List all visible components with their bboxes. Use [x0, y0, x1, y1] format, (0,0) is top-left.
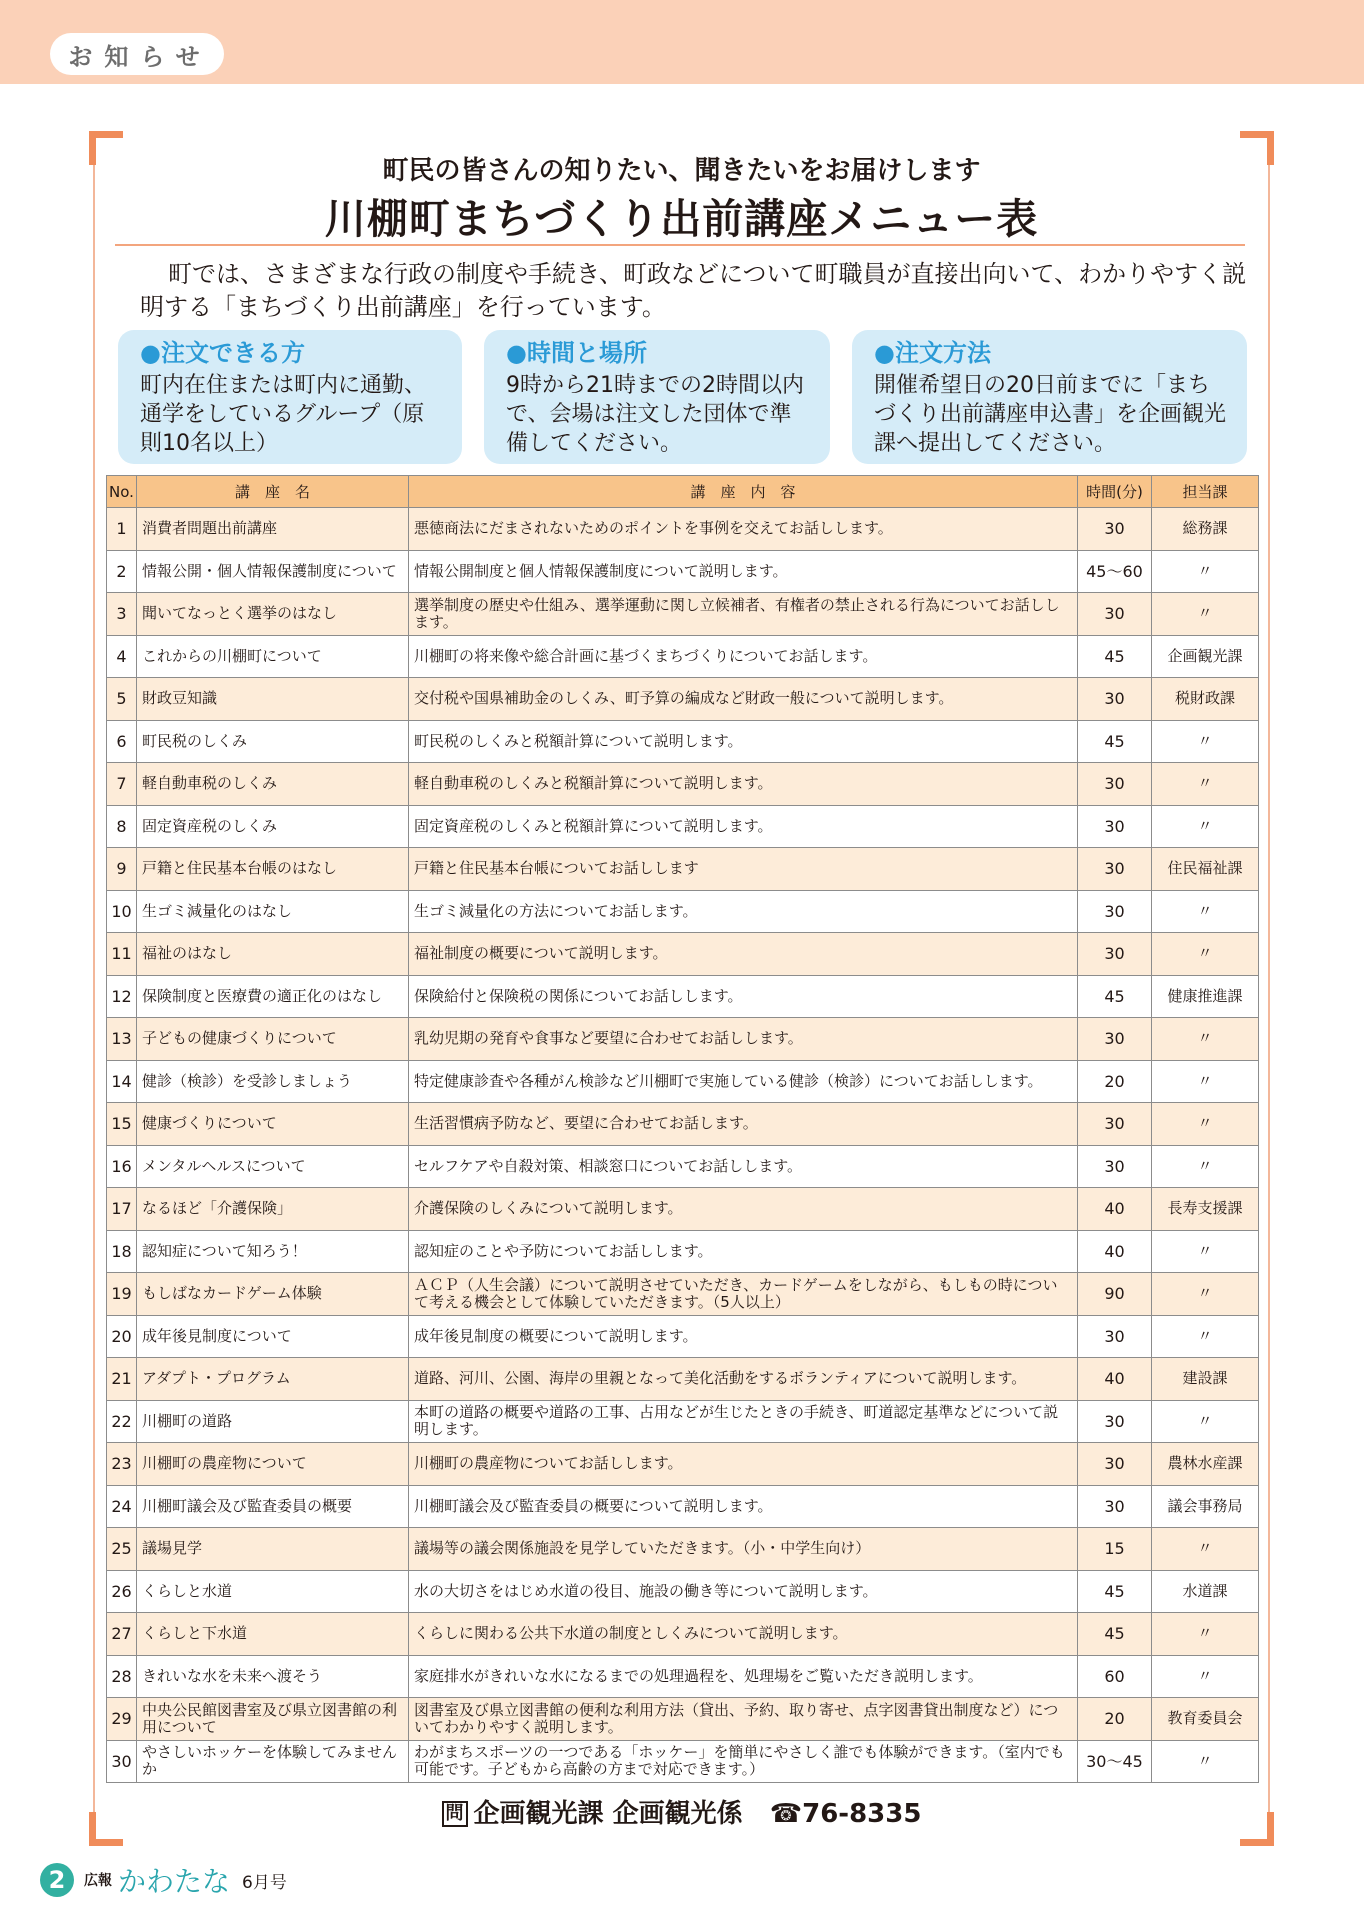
info-box-body: 町内在住または町内に通勤、通学をしているグループ（原則10名以上） — [140, 373, 427, 456]
lecture-title: 議場見学 — [137, 1528, 409, 1571]
lecture-dept: 教育委員会 — [1152, 1698, 1259, 1741]
lecture-title: 情報公開・個人情報保護制度について — [137, 550, 409, 593]
lecture-title: 認知症について知ろう！ — [137, 1230, 409, 1273]
info-box-heading: ●時間と場所 — [506, 339, 647, 367]
row-number: 15 — [107, 1103, 137, 1146]
lecture-content: 生ゴミ減量化の方法についてお話します。 — [409, 890, 1078, 933]
lecture-duration: 45 — [1078, 1570, 1152, 1613]
lecture-content: セルフケアや自殺対策、相談窓口についてお話しします。 — [409, 1145, 1078, 1188]
lecture-content: わがまちスポーツの一つである「ホッケー」を簡単にやさしく誰でも体験ができます。（室内でも可能です。子どもから高齢の方まで対応できます。） — [409, 1740, 1078, 1783]
table-row — [107, 1018, 1259, 1061]
lecture-duration: 30 — [1078, 1145, 1152, 1188]
footer-issue: 6月号 — [242, 1872, 287, 1893]
lecture-dept: 〃 — [1152, 1103, 1259, 1146]
lecture-content: 選挙制度の歴史や仕組み、選挙運動に関し立候補者、有権者の禁止される行為についてお話しします。 — [409, 593, 1078, 636]
table-row — [107, 1485, 1259, 1528]
lecture-title: 固定資産税のしくみ — [137, 805, 409, 848]
info-box-body: 9時から21時までの2時間以内で、会場は注文した団体で準備してください。 — [506, 373, 804, 456]
row-number: 13 — [107, 1018, 137, 1061]
lecture-dept: 農林水産課 — [1152, 1443, 1259, 1486]
lecture-dept: 健康推進課 — [1152, 975, 1259, 1018]
table-row — [107, 1655, 1259, 1698]
lecture-content: 成年後見制度の概要について説明します。 — [409, 1315, 1078, 1358]
lecture-duration: 40 — [1078, 1230, 1152, 1273]
lecture-dept: 〃 — [1152, 805, 1259, 848]
lecture-dept: 〃 — [1152, 1528, 1259, 1571]
lecture-title: 健康づくりについて — [137, 1103, 409, 1146]
lecture-title: 川棚町議会及び監査委員の概要 — [137, 1485, 409, 1528]
lecture-title: 財政豆知識 — [137, 678, 409, 721]
lecture-title: 保険制度と医療費の適正化のはなし — [137, 975, 409, 1018]
col-header-title: 講 座 名 — [137, 476, 409, 508]
lecture-content: 情報公開制度と個人情報保護制度について説明します。 — [409, 550, 1078, 593]
lecture-dept: 〃 — [1152, 720, 1259, 763]
lecture-duration: 40 — [1078, 1188, 1152, 1231]
table-row — [107, 1103, 1259, 1146]
row-number: 23 — [107, 1443, 137, 1486]
info-box-body: 開催希望日の20日前までに「まちづくり出前講座申込書」を企画観光課へ提出してください。 — [874, 373, 1227, 456]
row-number: 5 — [107, 678, 137, 721]
lecture-title: くらしと下水道 — [137, 1613, 409, 1656]
table-row — [107, 1528, 1259, 1571]
lecture-content: くらしに関わる公共下水道の制度としくみについて説明します。 — [409, 1613, 1078, 1656]
col-header-time: 時間(分) — [1078, 476, 1152, 508]
row-number: 3 — [107, 593, 137, 636]
row-number: 24 — [107, 1485, 137, 1528]
table-row — [107, 1613, 1259, 1656]
lecture-duration: 15 — [1078, 1528, 1152, 1571]
lecture-dept: 〃 — [1152, 593, 1259, 636]
lecture-duration: 40 — [1078, 1358, 1152, 1401]
lecture-dept: 〃 — [1152, 1655, 1259, 1698]
lecture-title: 健診（検診）を受診しましょう — [137, 1060, 409, 1103]
section-tag: お知らせ — [50, 33, 224, 75]
title-divider — [115, 244, 1245, 246]
lecture-content: 川棚町の将来像や総合計画に基づくまちづくりについてお話します。 — [409, 635, 1078, 678]
table-row — [107, 635, 1259, 678]
contact-line — [93, 1793, 1270, 1830]
lecture-content: 水の大切さをはじめ水道の役目、施設の働き等について説明します。 — [409, 1570, 1078, 1613]
lecture-dept: 議会事務局 — [1152, 1485, 1259, 1528]
lecture-content: 家庭排水がきれいな水になるまでの処理過程を、処理場をご覧いただき説明します。 — [409, 1655, 1078, 1698]
lecture-dept: 〃 — [1152, 890, 1259, 933]
lecture-duration: 30 — [1078, 805, 1152, 848]
page-subtitle: 町民の皆さんの知りたい、聞きたいをお届けします — [382, 156, 981, 186]
lecture-content: 道路、河川、公園、海岸の里親となって美化活動をするボランティアについて説明します。 — [409, 1358, 1078, 1401]
lecture-duration: 30 — [1078, 1103, 1152, 1146]
row-number: 25 — [107, 1528, 137, 1571]
row-number: 12 — [107, 975, 137, 1018]
table-row — [107, 1273, 1259, 1316]
lecture-duration: 30 — [1078, 508, 1152, 551]
inquiry-mark: 問 — [442, 1801, 468, 1827]
row-number: 17 — [107, 1188, 137, 1231]
row-number: 1 — [107, 508, 137, 551]
info-box-how-to-order — [852, 330, 1247, 464]
table-row — [107, 678, 1259, 721]
lecture-title: やさしいホッケーを体験してみませんか — [137, 1740, 409, 1783]
table-row — [107, 1570, 1259, 1613]
lecture-dept: 〃 — [1152, 1273, 1259, 1316]
lecture-dept: 総務課 — [1152, 508, 1259, 551]
lecture-duration: 30 — [1078, 1018, 1152, 1061]
lecture-content: 特定健康診査や各種がん検診など川棚町で実施している健診（検診）についてお話しします。 — [409, 1060, 1078, 1103]
lecture-content: 軽自動車税のしくみと税額計算について説明します。 — [409, 763, 1078, 806]
table-row — [107, 1443, 1259, 1486]
lecture-content: 福祉制度の概要について説明します。 — [409, 933, 1078, 976]
lecture-dept: 建設課 — [1152, 1358, 1259, 1401]
lecture-content: 交付税や国県補助金のしくみ、町予算の編成など財政一般について説明します。 — [409, 678, 1078, 721]
page-footer — [40, 1861, 287, 1899]
lecture-duration: 90 — [1078, 1273, 1152, 1316]
lecture-content: 認知症のことや予防についてお話しします。 — [409, 1230, 1078, 1273]
row-number: 20 — [107, 1315, 137, 1358]
lecture-title: 福祉のはなし — [137, 933, 409, 976]
table-row — [107, 1698, 1259, 1741]
info-box-who — [118, 330, 462, 464]
lecture-title: アダプト・プログラム — [137, 1358, 409, 1401]
lecture-dept: 長寿支援課 — [1152, 1188, 1259, 1231]
info-box-heading: ●注文方法 — [874, 339, 991, 367]
row-number: 26 — [107, 1570, 137, 1613]
col-header-no: No. — [107, 476, 137, 508]
lecture-content: 川棚町の農産物についてお話しします。 — [409, 1443, 1078, 1486]
lecture-content: 乳幼児期の発育や食事など要望に合わせてお話しします。 — [409, 1018, 1078, 1061]
table-row — [107, 1188, 1259, 1231]
row-number: 16 — [107, 1145, 137, 1188]
table-row — [107, 763, 1259, 806]
lecture-dept: 〃 — [1152, 763, 1259, 806]
lecture-title: 軽自動車税のしくみ — [137, 763, 409, 806]
lecture-dept: 住民福祉課 — [1152, 848, 1259, 891]
table-row — [107, 508, 1259, 551]
lecture-dept: 〃 — [1152, 550, 1259, 593]
table-row — [107, 890, 1259, 933]
lecture-title: もしばなカードゲーム体験 — [137, 1273, 409, 1316]
lecture-title: メンタルヘルスについて — [137, 1145, 409, 1188]
lecture-dept: 〃 — [1152, 1145, 1259, 1188]
lecture-title: 消費者問題出前講座 — [137, 508, 409, 551]
lecture-duration: 45 — [1078, 1613, 1152, 1656]
lecture-content: 固定資産税のしくみと税額計算について説明します。 — [409, 805, 1078, 848]
lecture-dept: 〃 — [1152, 1060, 1259, 1103]
table-row — [107, 1315, 1259, 1358]
row-number: 30 — [107, 1740, 137, 1783]
row-number: 4 — [107, 635, 137, 678]
lecture-duration: 30 — [1078, 593, 1152, 636]
lecture-title: 中央公民館図書室及び県立図書館の利用について — [137, 1698, 409, 1741]
table-row — [107, 1060, 1259, 1103]
lecture-dept: 〃 — [1152, 1740, 1259, 1783]
intro-paragraph: 町では、さまざまな行政の制度や手続き、町政などについて町職員が直接出向いて、わかりやすく説明する「まちづくり出前講座」を行っています。 — [140, 260, 1247, 321]
lecture-title: 子どもの健康づくりについて — [137, 1018, 409, 1061]
table-row — [107, 933, 1259, 976]
lecture-content: 議場等の議会関係施設を見学していただきます。（小・中学生向け） — [409, 1528, 1078, 1571]
table-row — [107, 975, 1259, 1018]
lecture-dept: 企画観光課 — [1152, 635, 1259, 678]
lecture-content: 介護保険のしくみについて説明します。 — [409, 1188, 1078, 1231]
table-row — [107, 720, 1259, 763]
lecture-duration: 30 — [1078, 1315, 1152, 1358]
lecture-title: 町民税のしくみ — [137, 720, 409, 763]
lecture-content: 町民税のしくみと税額計算について説明します。 — [409, 720, 1078, 763]
lecture-duration: 30 — [1078, 1400, 1152, 1443]
lecture-duration: 30 — [1078, 890, 1152, 933]
lecture-title: 戸籍と住民基本台帳のはなし — [137, 848, 409, 891]
lecture-duration: 30 — [1078, 763, 1152, 806]
table-row — [107, 805, 1259, 848]
lecture-dept: 〃 — [1152, 933, 1259, 976]
lecture-duration: 45～60 — [1078, 550, 1152, 593]
col-header-content: 講 座 内 容 — [409, 476, 1078, 508]
table-body — [107, 508, 1259, 1783]
row-number: 28 — [107, 1655, 137, 1698]
lecture-duration: 60 — [1078, 1655, 1152, 1698]
row-number: 19 — [107, 1273, 137, 1316]
lecture-duration: 30 — [1078, 678, 1152, 721]
info-box-time-place — [484, 330, 830, 464]
lecture-content: 図書室及び県立図書館の便利な利用方法（貸出、予約、取り寄せ、点字図書貸出制度など）についてわかりやすく説明します。 — [409, 1698, 1078, 1741]
lecture-title: 生ゴミ減量化のはなし — [137, 890, 409, 933]
row-number: 10 — [107, 890, 137, 933]
footer-kohou: 広報 — [84, 1873, 112, 1889]
lecture-content: 川棚町議会及び監査委員の概要について説明します。 — [409, 1485, 1078, 1528]
lecture-title: きれいな水を未来へ渡そう — [137, 1655, 409, 1698]
table-header-row — [107, 476, 1259, 508]
row-number: 14 — [107, 1060, 137, 1103]
table-row — [107, 848, 1259, 891]
lecture-content: 保険給付と保険税の関係についてお話しします。 — [409, 975, 1078, 1018]
lecture-menu-table — [106, 475, 1259, 1783]
lecture-dept: 税財政課 — [1152, 678, 1259, 721]
lecture-duration: 45 — [1078, 635, 1152, 678]
row-number: 2 — [107, 550, 137, 593]
contact-phone: ☎76-8335 — [769, 1799, 922, 1829]
page-number: 2 — [40, 1863, 74, 1897]
lecture-duration: 30～45 — [1078, 1740, 1152, 1783]
lecture-dept: 〃 — [1152, 1400, 1259, 1443]
table-row — [107, 1740, 1259, 1783]
info-box-heading: ●注文できる方 — [140, 339, 305, 367]
row-number: 27 — [107, 1613, 137, 1656]
row-number: 18 — [107, 1230, 137, 1273]
table-row — [107, 1230, 1259, 1273]
row-number: 21 — [107, 1358, 137, 1401]
lecture-content: 戸籍と住民基本台帳についてお話しします — [409, 848, 1078, 891]
lecture-dept: 〃 — [1152, 1018, 1259, 1061]
row-number: 7 — [107, 763, 137, 806]
lecture-dept: 水道課 — [1152, 1570, 1259, 1613]
lecture-duration: 30 — [1078, 848, 1152, 891]
lecture-dept: 〃 — [1152, 1315, 1259, 1358]
lecture-title: これからの川棚町について — [137, 635, 409, 678]
row-number: 9 — [107, 848, 137, 891]
page-title: 川棚町まちづくり出前講座メニュー表 — [324, 195, 1039, 243]
lecture-content: 本町の道路の概要や道路の工事、占用などが生じたときの手続き、町道認定基準などについて説明します。 — [409, 1400, 1078, 1443]
lecture-dept: 〃 — [1152, 1613, 1259, 1656]
table-row — [107, 1400, 1259, 1443]
row-number: 29 — [107, 1698, 137, 1741]
lecture-duration: 20 — [1078, 1698, 1152, 1741]
lecture-title: くらしと水道 — [137, 1570, 409, 1613]
col-header-dept: 担当課 — [1152, 476, 1259, 508]
lecture-title: 川棚町の道路 — [137, 1400, 409, 1443]
row-number: 6 — [107, 720, 137, 763]
lecture-title: なるほど「介護保険」 — [137, 1188, 409, 1231]
table-row — [107, 593, 1259, 636]
lecture-title: 聞いてなっとく選挙のはなし — [137, 593, 409, 636]
row-number: 8 — [107, 805, 137, 848]
lecture-duration: 30 — [1078, 1485, 1152, 1528]
lecture-duration: 30 — [1078, 1443, 1152, 1486]
contact-dept: 企画観光課 企画観光係 — [473, 1799, 743, 1829]
row-number: 22 — [107, 1400, 137, 1443]
lecture-duration: 30 — [1078, 933, 1152, 976]
lecture-content: 悪徳商法にだまされないためのポイントを事例を交えてお話しします。 — [409, 508, 1078, 551]
lecture-title: 川棚町の農産物について — [137, 1443, 409, 1486]
table-row — [107, 1358, 1259, 1401]
lecture-duration: 45 — [1078, 720, 1152, 763]
lecture-duration: 45 — [1078, 975, 1152, 1018]
lecture-content: 生活習慣病予防など、要望に合わせてお話します。 — [409, 1103, 1078, 1146]
lecture-title: 成年後見制度について — [137, 1315, 409, 1358]
footer-publication-name: かわたな — [118, 1865, 231, 1898]
lecture-duration: 20 — [1078, 1060, 1152, 1103]
table-row — [107, 550, 1259, 593]
table-row — [107, 1145, 1259, 1188]
lecture-dept: 〃 — [1152, 1230, 1259, 1273]
lecture-content: ＡＣＰ（人生会議）について説明させていただき、カードゲームをしながら、もしもの時について考える機会として体験していただきます。（5人以上） — [409, 1273, 1078, 1316]
row-number: 11 — [107, 933, 137, 976]
